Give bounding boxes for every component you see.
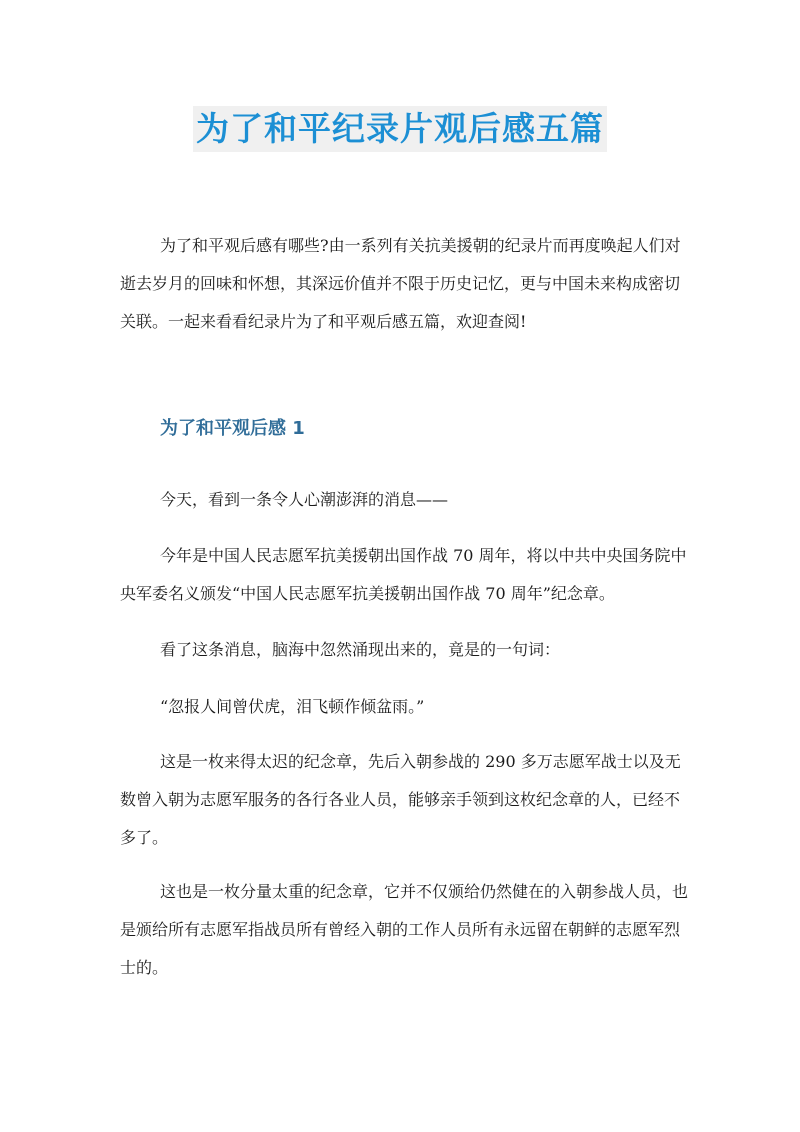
paragraph: 这也是一枚分量太重的纪念章，它并不仅颁给仍然健在的入朝参战人员，也是颁给所有志愿军指战员所有曾经入朝的工作人员所有永远留在朝鲜的志愿军烈士的。 — [120, 882, 689, 977]
paragraph: 今年是中国人民志愿军抗美援朝出国作战 70 周年，将以中共中央国务院中央军委名义颁发“中国人民志愿军抗美援朝出国作战 70 周年”纪念章。 — [120, 546, 687, 603]
paragraph: 今天，看到一条令人心潮澎湃的消息—— — [160, 490, 449, 509]
quote-paragraph: “忽报人间曾伏虎，泪飞顿作倾盆雨。” — [160, 697, 425, 716]
document-title: 为了和平纪录片观后感五篇 — [193, 106, 607, 152]
title-container — [0, 106, 800, 152]
paragraph: 看了这条消息，脑海中忽然涌现出来的，竟是的一句词： — [160, 640, 561, 659]
intro-paragraph: 为了和平观后感有哪些?由一系列有关抗美援朝的纪录片而再度唤起人们对逝去岁月的回味和怀想，其深远价值并不限于历史记忆，更与中国未来构成密切关联。一起来看看纪录片为了和平观后感五篇，欢迎查阅! — [120, 236, 681, 331]
paragraph: 这是一枚来得太迟的纪念章，先后入朝参战的 290 多万志愿军战士以及无数曾入朝为志愿军服务的各行各业人员，能够亲手领到这枚纪念章的人，已经不多了。 — [120, 752, 681, 847]
section-heading: 为了和平观后感 1 — [160, 418, 305, 439]
